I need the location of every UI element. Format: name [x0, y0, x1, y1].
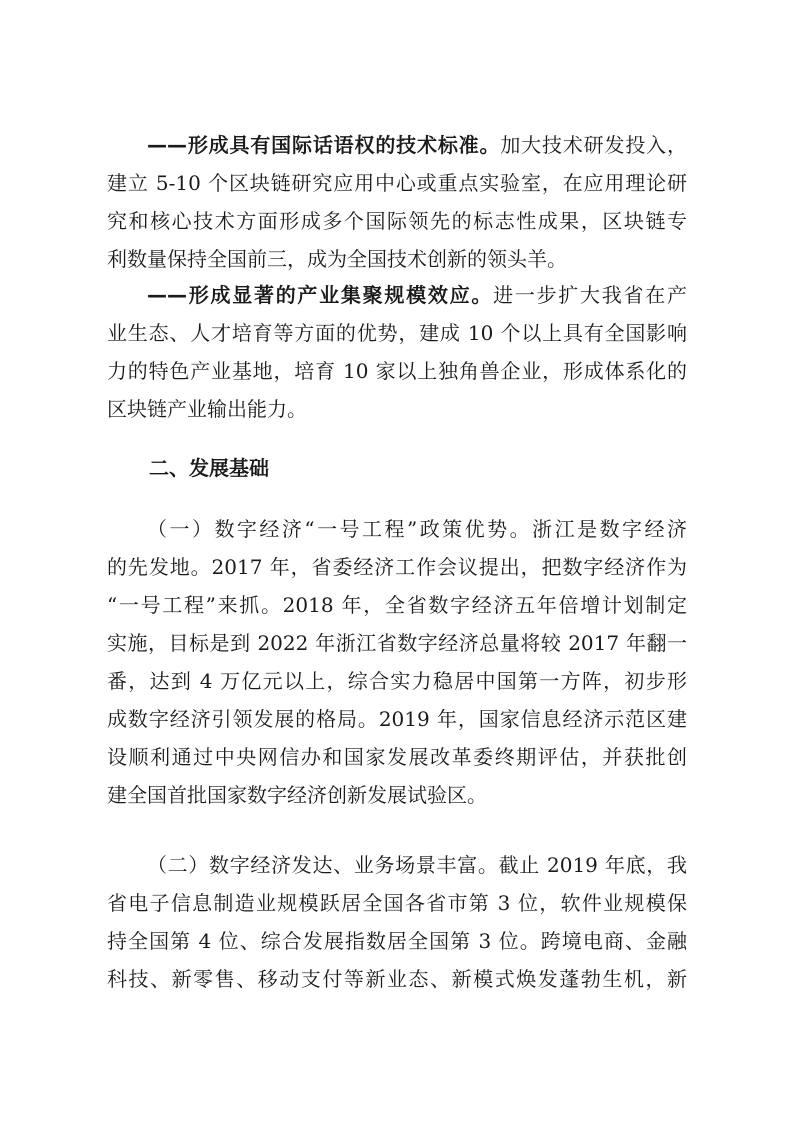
- paragraph-business-scenarios: [107, 846, 687, 998]
- paragraph-text: 加大技术研发投入，: [500, 133, 688, 157]
- paragraph-line: 区块链产业输出能力。: [107, 397, 307, 421]
- paragraph-line: 究和核心技术方面形成多个国际领先的标志性成果，区块链专: [107, 209, 687, 233]
- paragraph-line: 业生态、人才培育等方面的优势，建成 10 个以上具有全国影响: [107, 321, 687, 345]
- paragraph-industry-cluster: [107, 276, 687, 428]
- paragraph-line: 力的特色产业基地，培育 10 家以上独角兽企业，形成体系化的: [107, 359, 687, 383]
- paragraph-line: 番，达到 4 万亿元以上，综合实力稳居中国第一方阵，初步形: [107, 669, 687, 693]
- paragraph-line: 持全国第 4 位、综合发展指数居全国第 3 位。跨境电商、金融: [107, 929, 687, 953]
- paragraph-lead: ——形成显著的产业集聚规模效应。: [147, 283, 494, 307]
- paragraph-line: （二）数字经济发达、业务场景丰富。截止 2019 年底，我: [147, 853, 687, 877]
- paragraph-line: （一）数字经济“一号工程”政策优势。浙江是数字经济: [147, 517, 687, 541]
- paragraph-line: 建全国首批国家数字经济创新发展试验区。: [107, 783, 487, 807]
- paragraph-line: 利数量保持全国前三，成为全国技术创新的领头羊。: [107, 247, 567, 271]
- paragraph-policy-advantage: [107, 510, 687, 814]
- paragraph-line: “一号工程”来抓。2018 年，全省数字经济五年倍增计划制定: [107, 593, 687, 617]
- paragraph-line: 设顺利通过中央网信办和国家发展改革委终期评估，并获批创: [107, 745, 687, 769]
- paragraph-technical-standards: [107, 126, 687, 278]
- paragraph-text: 进一步扩大我省在产: [493, 283, 688, 307]
- section-heading: 二、发展基础: [149, 456, 269, 480]
- paragraph-line: 建立 5-10 个区块链研究应用中心或重点实验室，在应用理论研: [107, 171, 687, 195]
- paragraph-line: 科技、新零售、移动支付等新业态、新模式焕发蓬勃生机，新: [107, 967, 687, 991]
- paragraph-line: 实施，目标是到 2022 年浙江省数字经济总量将较 2017 年翻一: [107, 631, 687, 655]
- paragraph-line: 的先发地。2017 年，省委经济工作会议提出，把数字经济作为: [107, 555, 687, 579]
- paragraph-line: 成数字经济引领发展的格局。2019 年，国家信息经济示范区建: [107, 707, 687, 731]
- paragraph-line: [107, 126, 687, 164]
- paragraph-line: [107, 276, 687, 314]
- paragraph-line: 省电子信息制造业规模跃居全国各省市第 3 位，软件业规模保: [107, 891, 687, 915]
- paragraph-lead: ——形成具有国际话语权的技术标准。: [147, 133, 501, 157]
